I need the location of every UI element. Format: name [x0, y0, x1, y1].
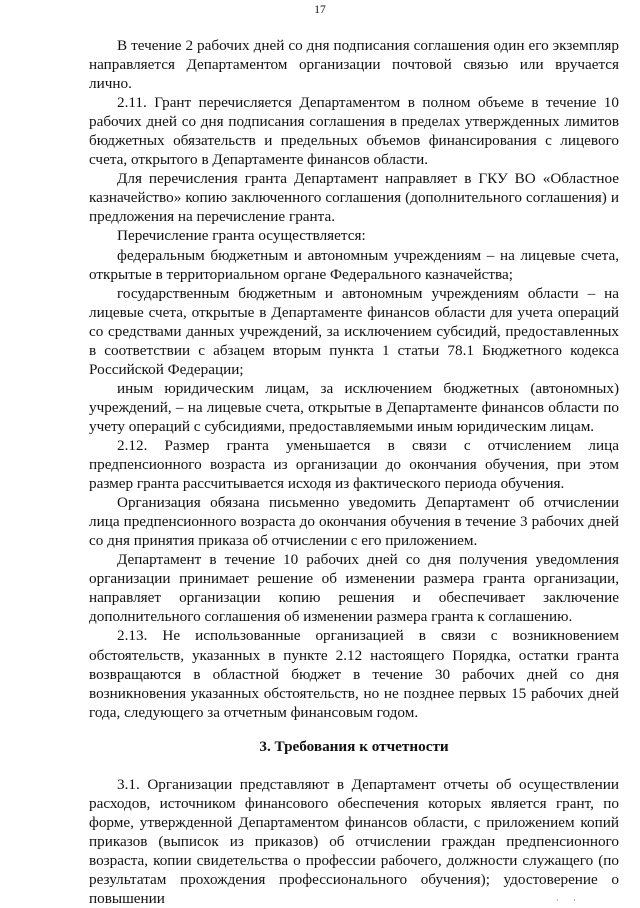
paragraph: В течение 2 рабочих дней со дня подписания соглашения один его экземпляр направляется Департаментом организации почтовой связью или вручается лично. — [89, 37, 619, 93]
paragraph: Для перечисления гранта Департамент направляет в ГКУ ВО «Областное казначейство» копию заключенного соглашения (дополнительного соглашения) и предложения на перечисление гранта. — [89, 170, 619, 226]
document-body — [89, 36, 619, 908]
scan-mark: · · — [555, 895, 582, 905]
paragraph-2-13: 2.13. Не использованные организацией в связи с возникновением обстоятельств, указанных в пункте 2.12 настоящего Порядка, остатки гранта возвращаются в областной бюджет в течение 30 рабочих дней со дня возникновения указанных обстоятельств, но не позднее первых 15 рабочих дней года, следующего за отчетным финансовым годом. — [89, 627, 619, 721]
paragraph: Организация обязана письменно уведомить Департамент об отчислении лица предпенсионного возраста до окончания обучения в течение 3 рабочих дней со дня принятия приказа об отчислении с его приложением. — [89, 494, 619, 550]
section-heading: 3. Требования к отчетности — [259, 737, 449, 755]
page-number: 17 — [314, 4, 326, 16]
paragraph: Перечисление гранта осуществляется: — [117, 227, 366, 245]
paragraph: Департамент в течение 10 рабочих дней со дня получения уведомления организации принимает решение об изменении размера гранта организации, направляет организации копию решения и обеспечивает заключение дополнительного соглашения об изменении размера гранта к соглашению. — [89, 551, 619, 626]
list-item-paragraph: федеральным бюджетным и автономным учреждениям – на лицевые счета, открытые в территориальном органе Федерального казначейства; — [89, 246, 619, 283]
list-item-paragraph: государственным бюджетным и автономным учреждениям области – на лицевые счета, открытые в Департаменте финансов области для учета операций со средствами данных учреждений, за исключением субсидий, предоставленных в соответствии с абзацем вторым пункта 1 статьи 78.1 Бюджетного кодекса Российской Федерации; — [89, 284, 619, 378]
list-item-paragraph: иным юридическим лицам, за исключением бюджетных (автономных) учреждений, – на лицевые счета, открытые в Департаменте финансов области по учету операций с субсидиями, предоставляемыми иным юридическим лицам. — [89, 379, 619, 435]
paragraph-2-12: 2.12. Размер гранта уменьшается в связи с отчислением лица предпенсионного возраста из организации до окончания обучения, при этом размер гранта рассчитывается исходя из фактического периода обучения. — [89, 436, 619, 493]
paragraph-2-11: 2.11. Грант перечисляется Департаментом в полном объеме в течение 10 рабочих дней со дня подписания соглашения в пределах утвержденных лимитов бюджетных обязательств и предельных объемов финансирования с лицевого счета, открытого в Департаменте финансов области. — [89, 94, 619, 169]
paragraph-3-1: 3.1. Организации представляют в Департамент отчеты об осуществлении расходов, источником финансового обеспечения которых является грант, по форме, утвержденной Департаментом финансов области, с приложением копий приказов (выписок из приказов) об отчислении граждан предпенсионного возраста, копии свидетельства о профессии рабочего, должности служащего (по результатам прохождения профессионального обучения); удостоверение о повышении — [89, 775, 619, 907]
